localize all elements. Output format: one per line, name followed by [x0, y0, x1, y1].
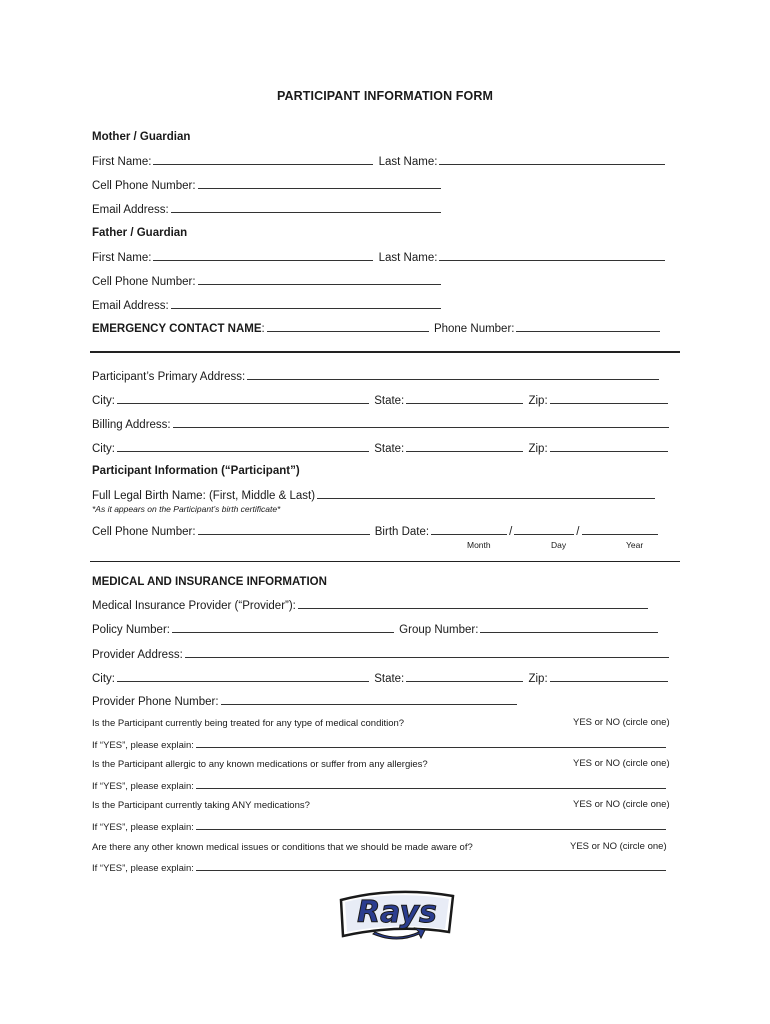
provider-address-row [92, 647, 671, 662]
state-label: State: [374, 395, 405, 407]
provider-state-field[interactable] [406, 671, 523, 682]
provider-city-field[interactable] [117, 671, 369, 682]
provider-address-label: Provider Address: [92, 649, 183, 661]
rays-logo-text: Rays [357, 895, 437, 930]
father-last-name-label: Last Name: [378, 252, 438, 264]
participant-cell-field[interactable] [198, 524, 370, 535]
emergency-phone-label: Phone Number: [433, 323, 515, 335]
birth-year-field[interactable] [582, 524, 658, 535]
question-4: Are there any other known medical issues or conditions that we should be made aware of? [92, 842, 473, 853]
billing-city-state-zip-row [92, 441, 670, 456]
mother-email-row [92, 202, 443, 217]
birth-name-label: Full Legal Birth Name: (First, Middle & Last) [92, 490, 316, 502]
emergency-row [92, 321, 662, 336]
mother-email-label: Email Address: [92, 204, 169, 216]
question-1-yes-no[interactable]: YES or NO (circle one) [573, 717, 670, 728]
date-slash-2: / [576, 526, 580, 538]
mother-first-name-field[interactable] [153, 154, 373, 165]
primary-address-field[interactable] [247, 369, 659, 380]
city-label: City: [92, 395, 115, 407]
provider-zip-label: Zip: [528, 673, 548, 685]
billing-address-row [92, 417, 671, 432]
billing-state-label: State: [374, 443, 405, 455]
medical-heading: MEDICAL AND INSURANCE INFORMATION [92, 576, 327, 588]
provider-city-label: City: [92, 673, 115, 685]
zip-label: Zip: [528, 395, 548, 407]
primary-address-label: Participant’s Primary Address: [92, 371, 246, 383]
provider-address-field[interactable] [185, 647, 669, 658]
father-cell-label: Cell Phone Number: [92, 276, 196, 288]
question-1-explain-row [92, 739, 668, 753]
provider-field[interactable] [298, 598, 648, 609]
question-4-explain-row [92, 862, 668, 876]
billing-address-field[interactable] [173, 417, 669, 428]
question-3-explain-field[interactable] [196, 821, 666, 830]
section-divider-1 [90, 351, 680, 353]
question-2-explain-row [92, 780, 668, 794]
mother-first-name-label: First Name: [92, 156, 152, 168]
question-2: Is the Participant allergic to any known medications or suffer from any allergies? [92, 759, 428, 770]
question-3-explain-row [92, 821, 668, 835]
zip-field[interactable] [550, 393, 668, 404]
primary-address-row [92, 369, 661, 384]
emergency-colon: : [261, 323, 265, 335]
question-4-explain-field[interactable] [196, 862, 666, 871]
birth-name-row [92, 488, 657, 503]
billing-zip-label: Zip: [528, 443, 548, 455]
father-name-row [92, 250, 667, 265]
question-4-explain-label: If “YES”, please explain: [92, 863, 194, 874]
cell-birthdate-row [92, 524, 660, 539]
birth-date-label: Birth Date: [374, 526, 430, 538]
billing-zip-field[interactable] [550, 441, 668, 452]
participant-heading: Participant Information (“Participant”) [92, 465, 300, 477]
emergency-contact-field[interactable] [267, 321, 429, 332]
date-slash-1: / [509, 526, 513, 538]
question-3-yes-no[interactable]: YES or NO (circle one) [573, 799, 670, 810]
city-state-zip-row [92, 393, 670, 408]
birth-name-field[interactable] [317, 488, 655, 499]
form-title: PARTICIPANT INFORMATION FORM [277, 89, 493, 103]
mother-cell-row [92, 178, 443, 193]
question-2-explain-label: If “YES”, please explain: [92, 781, 194, 792]
billing-city-field[interactable] [117, 441, 369, 452]
state-field[interactable] [406, 393, 523, 404]
policy-field[interactable] [172, 622, 394, 633]
billing-state-field[interactable] [406, 441, 523, 452]
mother-email-field[interactable] [171, 202, 441, 213]
day-caption: Day [551, 540, 567, 550]
father-email-row [92, 298, 443, 313]
provider-phone-label: Provider Phone Number: [92, 696, 219, 708]
question-2-explain-field[interactable] [196, 780, 666, 789]
provider-row [92, 598, 650, 613]
participant-cell-label: Cell Phone Number: [92, 526, 196, 538]
mother-cell-field[interactable] [198, 178, 441, 189]
father-email-field[interactable] [171, 298, 441, 309]
provider-phone-field[interactable] [221, 694, 517, 705]
question-4-yes-no[interactable]: YES or NO (circle one) [570, 841, 667, 852]
question-1: Is the Participant currently being treated for any type of medical condition? [92, 718, 405, 729]
father-cell-field[interactable] [198, 274, 441, 285]
birth-day-field[interactable] [514, 524, 574, 535]
provider-label: Medical Insurance Provider (“Provider”): [92, 600, 296, 612]
question-1-explain-label: If “YES”, please explain: [92, 740, 194, 751]
group-label: Group Number: [399, 624, 479, 636]
emergency-contact-label: EMERGENCY CONTACT NAME [92, 323, 262, 335]
birth-month-field[interactable] [431, 524, 507, 535]
provider-phone-row [92, 694, 519, 709]
mother-last-name-field[interactable] [439, 154, 665, 165]
father-cell-row [92, 274, 443, 289]
provider-state-label: State: [374, 673, 405, 685]
mother-name-row [92, 154, 667, 169]
provider-city-row [92, 671, 670, 686]
rays-logo [335, 886, 459, 942]
city-field[interactable] [117, 393, 369, 404]
billing-city-label: City: [92, 443, 115, 455]
billing-address-label: Billing Address: [92, 419, 171, 431]
policy-label: Policy Number: [92, 624, 170, 636]
mother-heading: Mother / Guardian [92, 131, 191, 143]
question-2-yes-no[interactable]: YES or NO (circle one) [573, 758, 670, 769]
policy-group-row [92, 622, 660, 637]
father-first-name-field[interactable] [153, 250, 373, 261]
question-1-explain-field[interactable] [196, 739, 666, 748]
emergency-phone-field[interactable] [516, 321, 660, 332]
month-caption: Month [467, 540, 491, 550]
year-caption: Year [626, 540, 644, 550]
mother-last-name-label: Last Name: [378, 156, 438, 168]
birth-name-note: *As it appears on the Participant’s birth certificate* [92, 504, 281, 514]
section-divider-2 [90, 561, 680, 562]
mother-cell-label: Cell Phone Number: [92, 180, 196, 192]
father-heading: Father / Guardian [92, 227, 188, 239]
question-3-explain-label: If “YES”, please explain: [92, 822, 194, 833]
question-3: Is the Participant currently taking ANY medications? [92, 800, 310, 811]
father-email-label: Email Address: [92, 300, 169, 312]
father-last-name-field[interactable] [439, 250, 665, 261]
group-field[interactable] [480, 622, 658, 633]
father-first-name-label: First Name: [92, 252, 152, 264]
provider-zip-field[interactable] [550, 671, 668, 682]
